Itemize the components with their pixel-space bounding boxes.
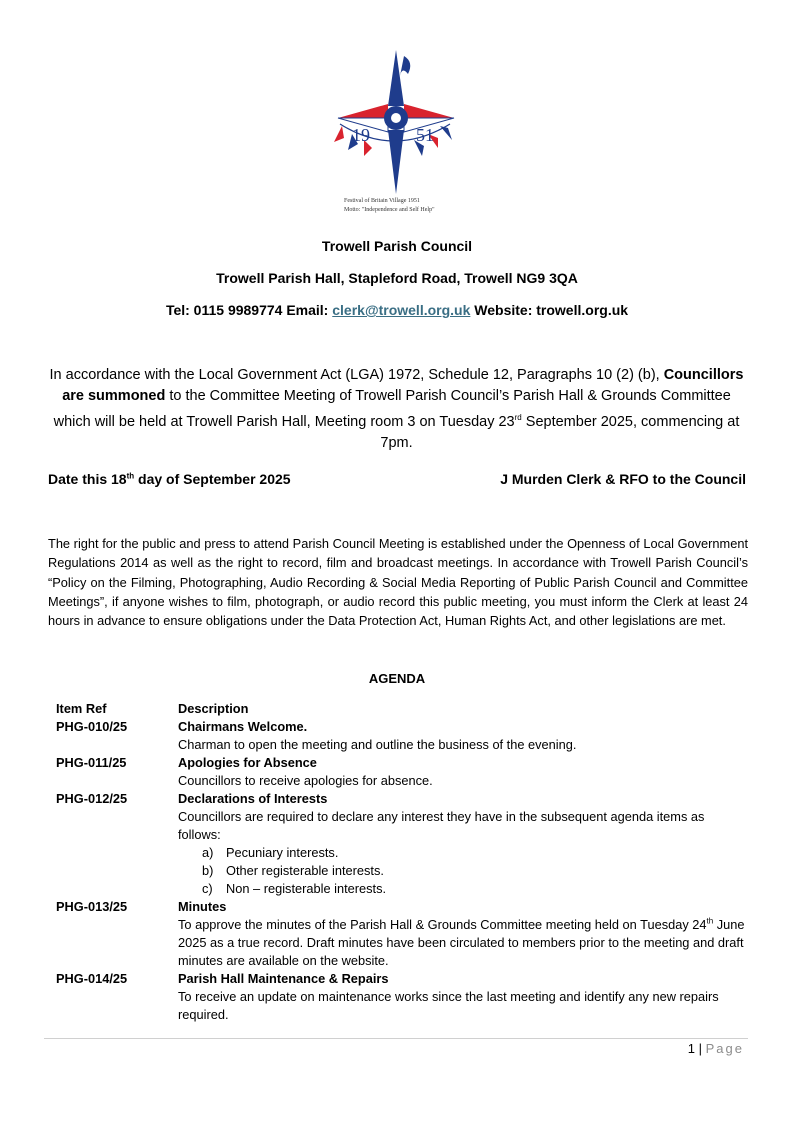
- item-title: Minutes: [178, 899, 227, 914]
- col-header-desc: Description: [178, 701, 249, 716]
- date-text-b: day of September 2025: [134, 471, 291, 487]
- logo-caption: Festival of Britain Village 1951: [344, 198, 420, 204]
- item-ref: PHG-012/25: [56, 791, 128, 806]
- item-text: Charman to open the meeting and outline the business of the evening.: [178, 737, 577, 752]
- item-ref: PHG-014/25: [56, 971, 128, 986]
- interest-list: [178, 844, 746, 898]
- agenda-item: [56, 898, 746, 970]
- list-item: [202, 862, 746, 880]
- date-sup: th: [126, 471, 135, 481]
- summons-sup: rd: [514, 413, 522, 422]
- list-marker: b): [202, 863, 214, 878]
- item-text: Councillors are required to declare any interest they have in the subsequent agenda items as follows:: [178, 809, 705, 842]
- agenda-header-row: [56, 700, 746, 718]
- item-title: Apologies for Absence: [178, 755, 317, 770]
- item-ref: PHG-010/25: [56, 719, 128, 734]
- tel-label: Tel: 0115 9989774 Email:: [165, 302, 333, 318]
- item-text: [178, 916, 746, 970]
- logo-year-right: 51: [416, 125, 434, 145]
- agenda-item: [56, 970, 746, 1024]
- list-item: [202, 844, 746, 862]
- list-text: Non – registerable interests.: [226, 881, 387, 896]
- contact-line: [0, 302, 794, 318]
- agenda-item: [56, 718, 746, 754]
- item-sup: th: [706, 916, 714, 926]
- date-text-a: Date this 18: [48, 471, 127, 487]
- list-text: Other registerable interests.: [226, 863, 384, 878]
- council-address: Trowell Parish Hall, Stapleford Road, Trowell NG9 3QA: [216, 270, 578, 286]
- page-separator: |: [695, 1041, 706, 1056]
- summons-text-2: to the Committee Meeting of Trowell Parish Council’s Parish Hall & Grounds Committee which will be held at Trowell Parish Hall, Meeting room 3 on Tuesday 23: [53, 388, 731, 430]
- agenda-item: [56, 754, 746, 790]
- list-text: Pecuniary interests.: [226, 845, 339, 860]
- agenda-title: AGENDA: [368, 671, 426, 686]
- item-text-b: June 2025 as a true record. Draft minutes have been circulated to members prior to the meeting and draft minutes are available on the website.: [178, 917, 745, 968]
- village-logo: [330, 46, 464, 222]
- item-title: Parish Hall Maintenance & Repairs: [178, 971, 389, 986]
- item-title: Declarations of Interests: [178, 791, 328, 806]
- list-marker: a): [202, 845, 214, 860]
- page-word: Page: [705, 1041, 744, 1056]
- summons-text-3: September 2025, commencing at 7pm.: [380, 413, 740, 451]
- footer-divider: [44, 1038, 748, 1039]
- item-title: Chairmans Welcome.: [178, 719, 308, 734]
- list-item: [202, 880, 746, 898]
- item-text: Councillors to receive apologies for absence.: [178, 773, 433, 788]
- summons-paragraph: [48, 365, 745, 454]
- email-link[interactable]: clerk@trowell.org.uk: [332, 302, 471, 318]
- page-footer: [688, 1041, 744, 1056]
- festival-star-emblem-icon: [330, 46, 464, 196]
- website-label: Website: trowell.org.uk: [470, 302, 629, 318]
- summons-text-1: In accordance with the Local Government Act (LGA) 1972, Schedule 12, Paragraphs 10 (2) (b),: [49, 367, 664, 383]
- logo-motto: Motto: "Independence and Self Help": [344, 207, 435, 213]
- public-rights-paragraph: The right for the public and press to attend Parish Council Meeting is established under the Openness of Local Government Regulations 2014 as well as the right to record, film and broadcast meetings. In accordance with Trowell Parish Council’s “Policy on the Filming, Photographing, Audio Recording & Social Media Reporting of Public Parish Council and Committee Meetings”, if anyone wishes to film, photograph, or audio record this public meeting, you must inform the Clerk at least 24 hours in advance to ensure obligations under the Data Protection Act, Human Rights Act, and other legislations are met.: [48, 536, 748, 629]
- agenda-item: [56, 790, 746, 898]
- item-text: To receive an update on maintenance works since the last meeting and identify any new repairs required.: [178, 989, 719, 1022]
- page-number: 1: [687, 1041, 696, 1056]
- item-ref: PHG-013/25: [56, 899, 128, 914]
- logo-year-left: 19: [352, 125, 370, 145]
- date-line: [48, 471, 291, 487]
- clerk-signature-line: J Murden Clerk & RFO to the Council: [500, 471, 746, 487]
- summons-bold: Councillors are summoned: [62, 367, 744, 404]
- list-marker: c): [202, 881, 213, 896]
- council-name: Trowell Parish Council: [321, 238, 473, 254]
- item-ref: PHG-011/25: [56, 755, 127, 770]
- col-header-ref: Item Ref: [56, 701, 107, 716]
- agenda-table: [56, 700, 746, 1024]
- item-text-a: To approve the minutes of the Parish Hall & Grounds Committee meeting held on Tuesday 24: [178, 917, 707, 932]
